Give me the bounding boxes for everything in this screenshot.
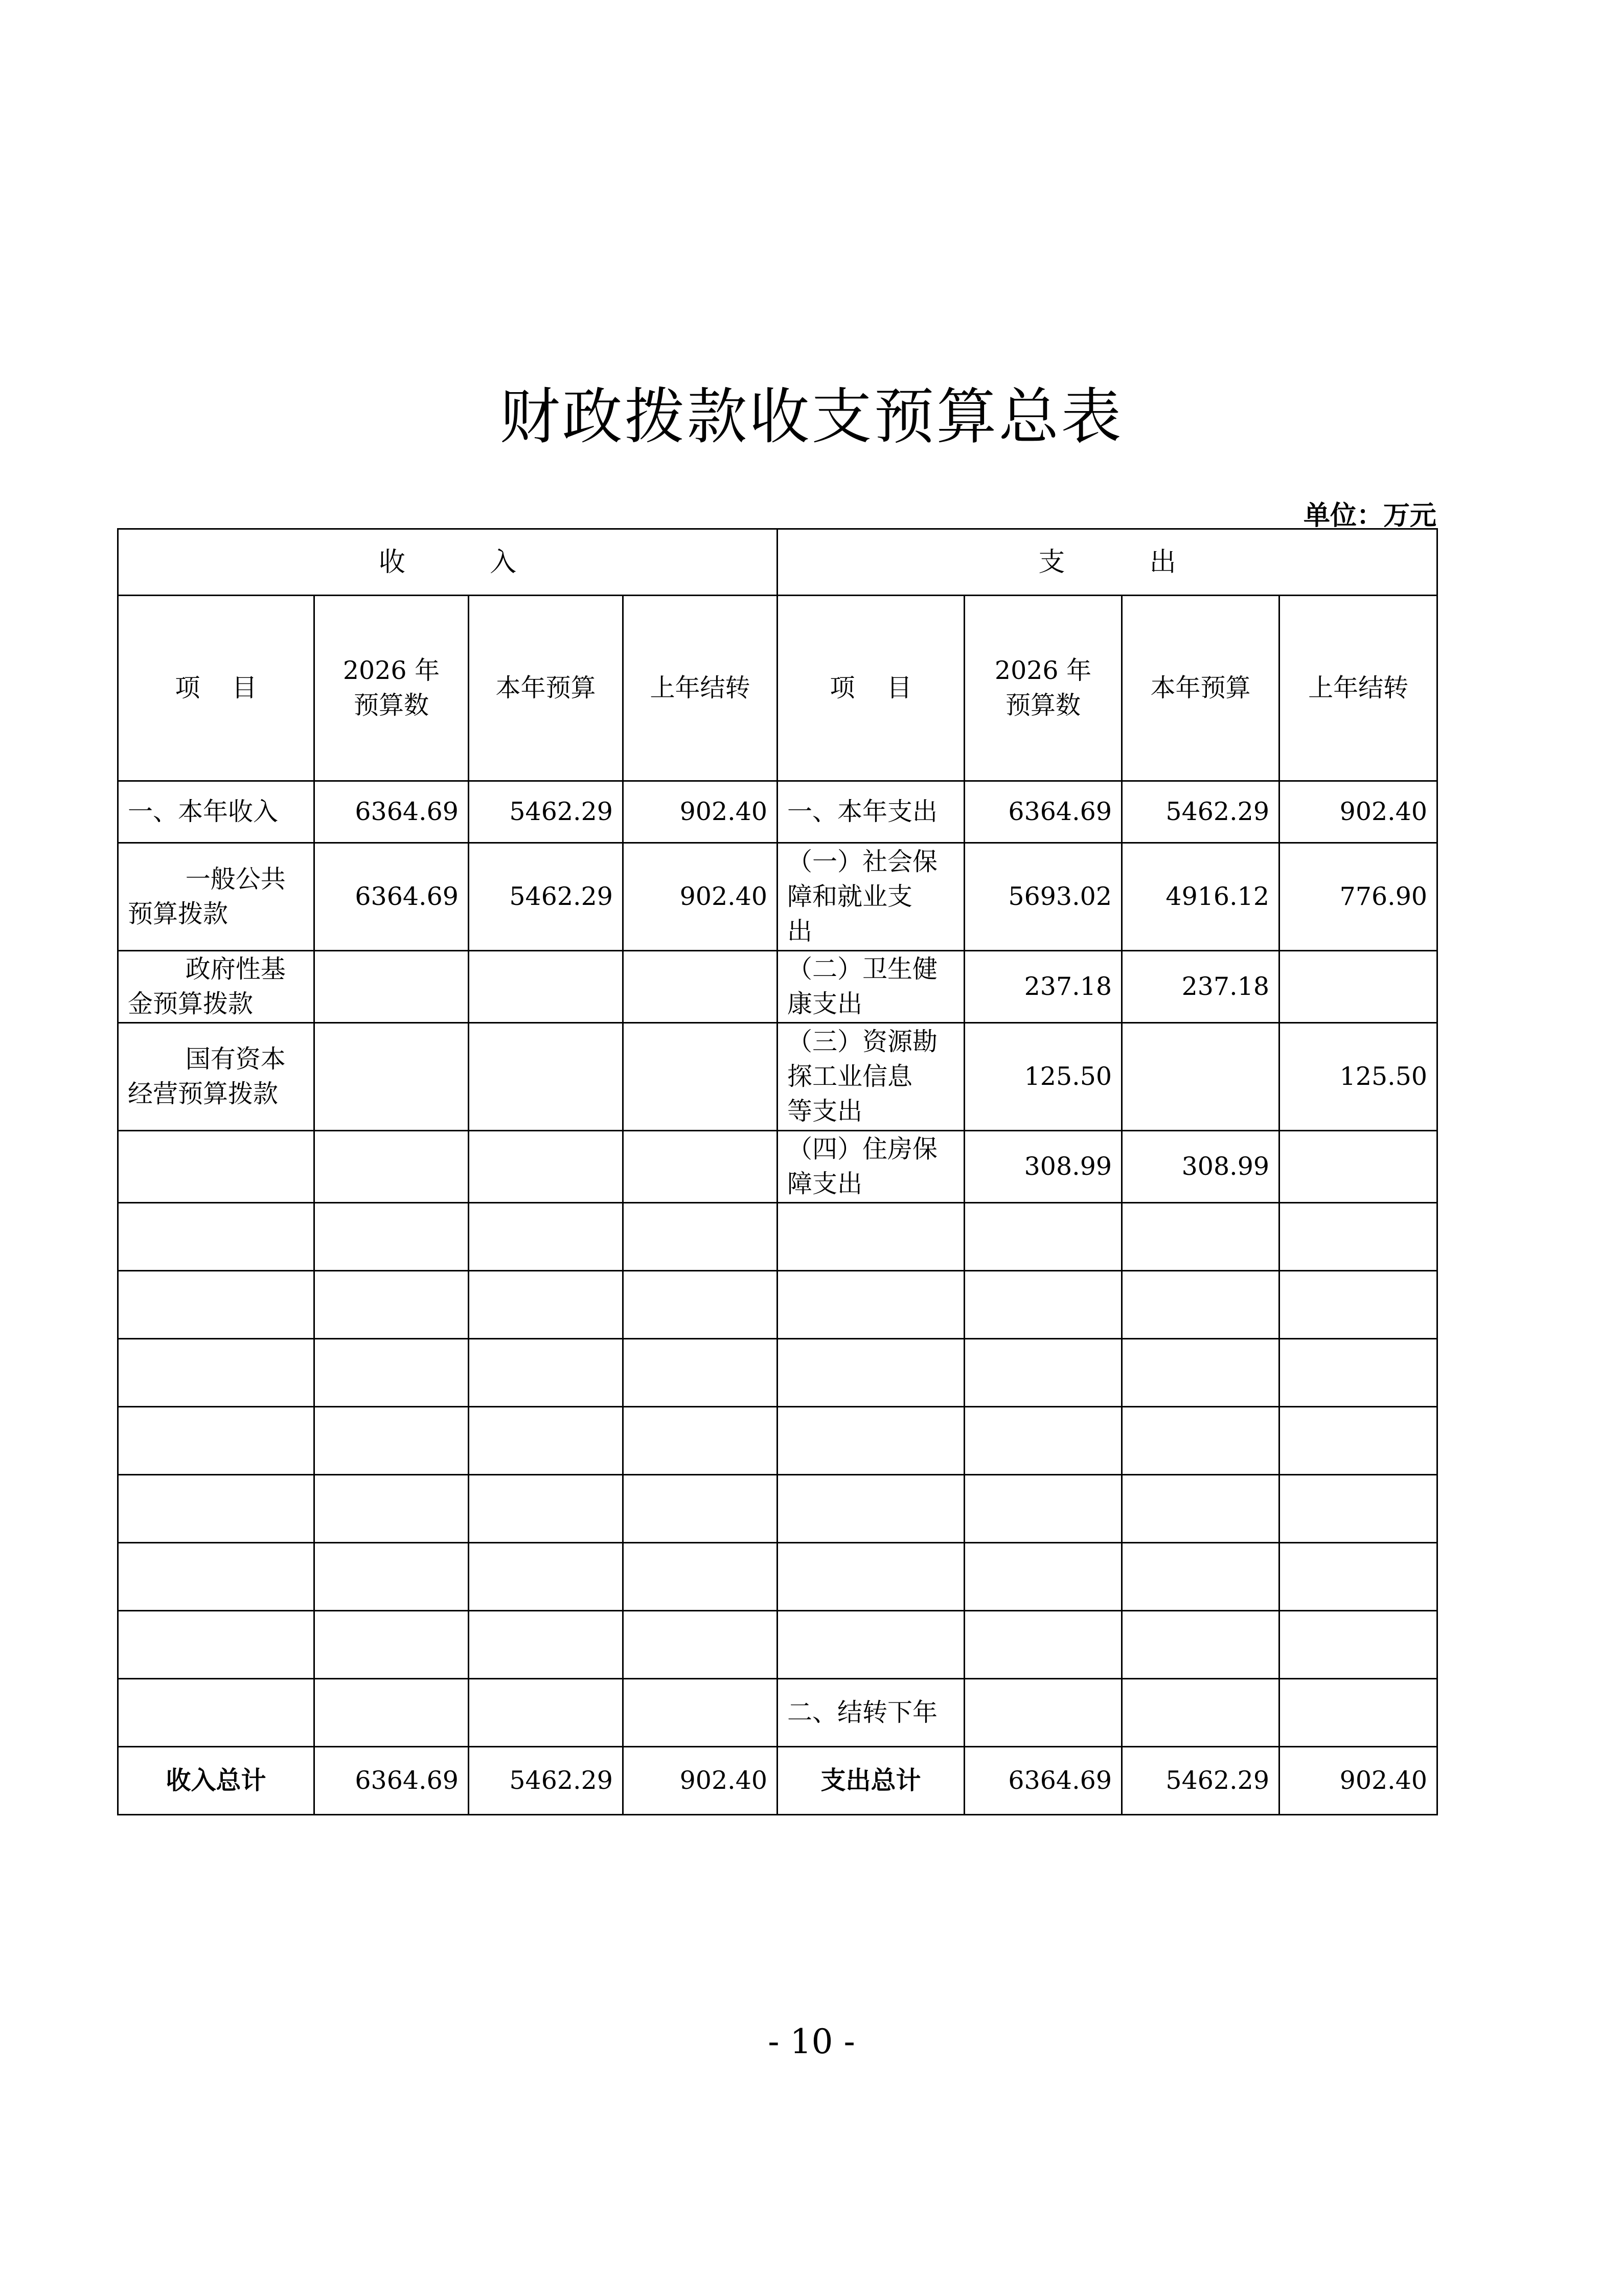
income-item: 政府性基 金预算拨款 <box>118 951 314 1023</box>
income-budget <box>314 1023 469 1131</box>
expense-item: （三）资源勘 探工业信息 等支出 <box>778 1023 965 1131</box>
income-item: 一般公共 预算拨款 <box>118 843 314 951</box>
income-total-last-year: 902.40 <box>623 1747 778 1815</box>
expense-total-budget: 6364.69 <box>965 1747 1122 1815</box>
expense-item: （二）卫生健 康支出 <box>778 951 965 1023</box>
income-section-header: 收 入 <box>118 529 778 596</box>
income-budget <box>314 951 469 1023</box>
unit-label: 单位：万元 <box>1303 501 1436 531</box>
empty-row <box>118 1475 1437 1543</box>
expense-budget-header: 2026 年 预算数 <box>965 596 1122 781</box>
expense-section-header: 支 出 <box>778 529 1437 596</box>
income-this-year: 5462.29 <box>469 781 623 843</box>
income-this-year <box>469 1023 623 1131</box>
carry-forward-row <box>118 1679 1437 1747</box>
income-total-this-year: 5462.29 <box>469 1747 623 1815</box>
expense-item-header: 项 目 <box>778 596 965 781</box>
empty-row <box>118 1339 1437 1407</box>
totals-row <box>118 1747 1437 1815</box>
expense-budget: 5693.02 <box>965 843 1122 951</box>
table-row <box>118 843 1437 951</box>
table-row <box>118 1131 1437 1203</box>
expense-last-year: 776.90 <box>1279 843 1437 951</box>
expense-budget: 6364.69 <box>965 781 1122 843</box>
income-last-year-header: 上年结转 <box>623 596 778 781</box>
income-last-year: 902.40 <box>623 781 778 843</box>
expense-item: （四）住房保 障支出 <box>778 1131 965 1203</box>
expense-budget: 308.99 <box>965 1131 1122 1203</box>
income-budget: 6364.69 <box>314 781 469 843</box>
income-budget <box>314 1131 469 1203</box>
empty-row <box>118 1271 1437 1339</box>
column-header-row <box>118 596 1437 781</box>
income-item <box>118 1131 314 1203</box>
income-this-year: 5462.29 <box>469 843 623 951</box>
income-item: 一、本年收入 <box>118 781 314 843</box>
income-budget: 6364.69 <box>314 843 469 951</box>
empty-row <box>118 1543 1437 1611</box>
page-number: - 10 - <box>768 2022 855 2061</box>
section-header-row <box>118 529 1437 596</box>
income-budget-header: 2026 年 预算数 <box>314 596 469 781</box>
income-last-year <box>623 1023 778 1131</box>
table-row <box>118 1023 1437 1131</box>
expense-this-year: 237.18 <box>1122 951 1279 1023</box>
expense-total-last-year: 902.40 <box>1279 1747 1437 1815</box>
expense-item: 一、本年支出 <box>778 781 965 843</box>
empty-row <box>118 1203 1437 1271</box>
expense-this-year-header: 本年预算 <box>1122 596 1279 781</box>
income-last-year <box>623 1131 778 1203</box>
income-this-year <box>469 1131 623 1203</box>
expense-item: （一）社会保 障和就业支 出 <box>778 843 965 951</box>
expense-last-year: 902.40 <box>1279 781 1437 843</box>
income-item-header: 项 目 <box>118 596 314 781</box>
budget-table <box>117 528 1438 1815</box>
expense-total-label: 支出总计 <box>778 1747 965 1815</box>
expense-this-year <box>1122 1023 1279 1131</box>
expense-this-year: 308.99 <box>1122 1131 1279 1203</box>
empty-row <box>118 1611 1437 1679</box>
income-this-year <box>469 951 623 1023</box>
expense-last-year <box>1279 1131 1437 1203</box>
income-last-year <box>623 951 778 1023</box>
page-title: 财政拨款收支预算总表 <box>499 381 1124 452</box>
expense-budget: 237.18 <box>965 951 1122 1023</box>
income-item: 国有资本 经营预算拨款 <box>118 1023 314 1131</box>
expense-this-year: 5462.29 <box>1122 781 1279 843</box>
carry-forward-label: 二、结转下年 <box>778 1679 965 1747</box>
empty-row <box>118 1407 1437 1475</box>
income-total-label: 收入总计 <box>118 1747 314 1815</box>
table-row <box>118 951 1437 1023</box>
table-row <box>118 781 1437 843</box>
expense-budget: 125.50 <box>965 1023 1122 1131</box>
expense-last-year <box>1279 951 1437 1023</box>
expense-total-this-year: 5462.29 <box>1122 1747 1279 1815</box>
income-total-budget: 6364.69 <box>314 1747 469 1815</box>
expense-this-year: 4916.12 <box>1122 843 1279 951</box>
income-this-year-header: 本年预算 <box>469 596 623 781</box>
income-last-year: 902.40 <box>623 843 778 951</box>
expense-last-year: 125.50 <box>1279 1023 1437 1131</box>
expense-last-year-header: 上年结转 <box>1279 596 1437 781</box>
